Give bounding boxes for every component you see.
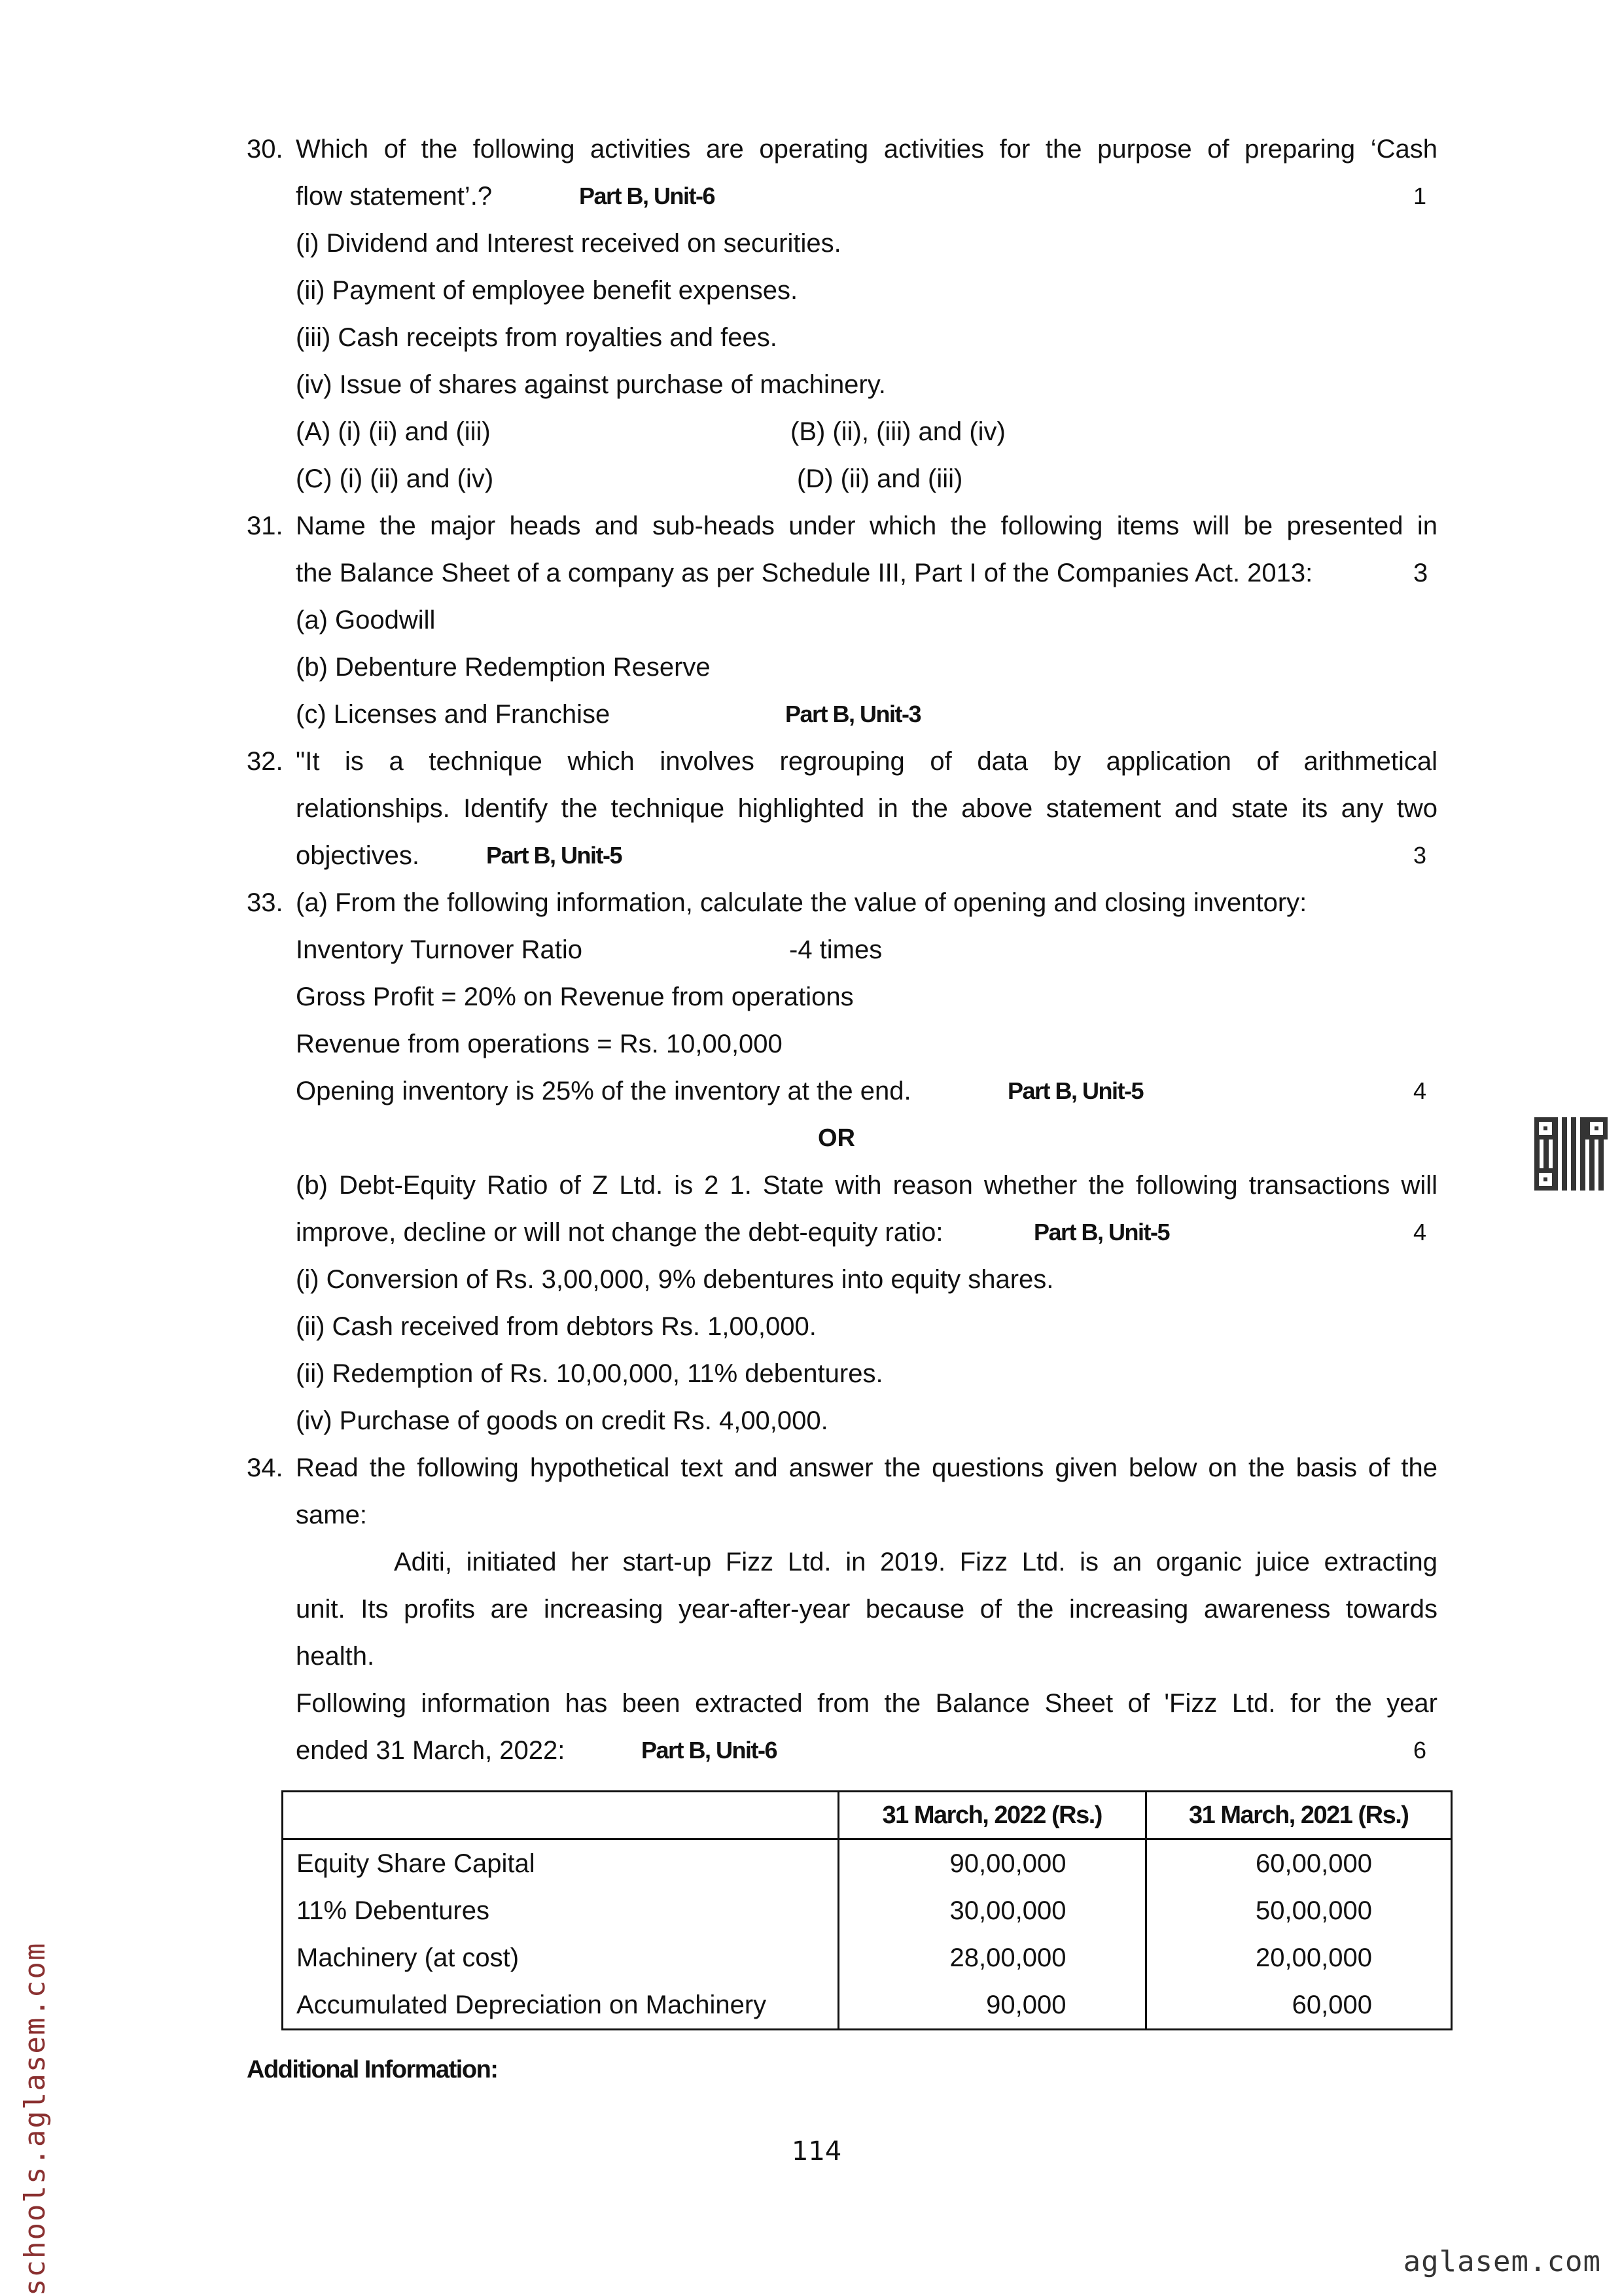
q34-text-line2: same:: [296, 1501, 367, 1529]
q30-option-c: (C) (i) (ii) and (iv): [296, 464, 494, 493]
row-label: Equity Share Capital: [283, 1839, 839, 1888]
q33-item-1: (i) Conversion of Rs. 3,00,000, 9% debentures into equity shares.: [296, 1265, 1054, 1294]
table-header-2021: 31 March, 2021 (Rs.): [1146, 1792, 1452, 1839]
q31-text-line2: the Balance Sheet of a company as per Schedule III, Part I of the Companies Act. 2013:: [296, 559, 1313, 587]
q32-number: 32.: [247, 747, 283, 776]
q33-item-3: (ii) Redemption of Rs. 10,00,000, 11% debentures.: [296, 1359, 883, 1388]
q33-number: 33.: [247, 888, 283, 917]
q30-number: 30.: [247, 135, 283, 164]
q30-item-4: (iv) Issue of shares against purchase of machinery.: [296, 370, 886, 399]
table-row: [283, 1887, 1452, 1934]
q32-text-line3: objectives.: [296, 841, 419, 870]
q32-marks: 3: [1413, 842, 1427, 869]
qr-code: [1534, 1117, 1608, 1191]
row-value-2021: 50,00,000: [1146, 1887, 1452, 1934]
q33-opening: Opening inventory is 25% of the inventory at the end.: [296, 1077, 911, 1105]
table-row: [283, 1839, 1452, 1888]
q30-marks: 1: [1413, 183, 1427, 209]
q30-unit-tag: Part B, Unit-6: [579, 183, 715, 209]
q30-text-line2: flow statement’.?: [296, 182, 493, 211]
q31-unit-tag: Part B, Unit-3: [785, 701, 921, 727]
row-value-2021: 20,00,000: [1146, 1934, 1452, 1981]
q32-text-line1: "It is a technique which involves regrouping of data by application of arithmetical: [296, 747, 1437, 776]
q31-text-line1: Name the major heads and sub-heads under which the following items will be presented in: [296, 512, 1437, 540]
row-value-2022: 28,00,000: [839, 1934, 1146, 1981]
additional-information-heading: Additional Information:: [247, 2056, 498, 2083]
q34-para2-line2: ended 31 March, 2022:: [296, 1736, 565, 1765]
row-value-2021: 60,000: [1146, 1981, 1452, 2030]
q30-option-b: (B) (ii), (iii) and (iv): [790, 417, 1006, 446]
q33-marks-a: 4: [1413, 1077, 1427, 1104]
table-row: [283, 1934, 1452, 1981]
row-value-2022: 30,00,000: [839, 1887, 1146, 1934]
q34-text-line1: Read the following hypothetical text and answer the questions given below on the basis of the: [296, 1453, 1437, 1482]
q34-para1-line1: Aditi, initiated her start-up Fizz Ltd. in 2019. Fizz Ltd. is an organic juice extracting: [394, 1548, 1437, 1576]
side-watermark: schools.aglasem.com: [18, 1941, 52, 2296]
footer-watermark: aglasem.com: [1403, 2245, 1601, 2278]
table-row: [283, 1981, 1452, 2030]
q32-text-line2: relationships. Identify the technique highlighted in the above statement and state its any two: [296, 794, 1437, 823]
q33-gross-profit: Gross Profit = 20% on Revenue from operations: [296, 983, 854, 1011]
q31-number: 31.: [247, 512, 283, 540]
q33-revenue: Revenue from operations = Rs. 10,00,000: [296, 1030, 783, 1058]
table-header-2022: 31 March, 2022 (Rs.): [839, 1792, 1146, 1839]
q30-text-line1: Which of the following activities are operating activities for the purpose of preparing ‘Cash: [296, 135, 1437, 164]
q31-item-a: (a) Goodwill: [296, 606, 436, 635]
q30-option-a: (A) (i) (ii) and (iii): [296, 417, 491, 446]
q30-option-d: (D) (ii) and (iii): [797, 464, 963, 493]
q33-itr-value: -4 times: [789, 935, 883, 964]
row-label: Accumulated Depreciation on Machinery: [283, 1981, 839, 2030]
q32-unit-tag: Part B, Unit-5: [486, 842, 622, 869]
q33-unit-tag-a: Part B, Unit-5: [1008, 1077, 1144, 1104]
q33-marks-b: 4: [1413, 1219, 1427, 1245]
balance-sheet-table: [281, 1790, 1453, 2030]
table-header-row: [283, 1792, 1452, 1839]
q34-para2-line1: Following information has been extracted from the Balance Sheet of 'Fizz Ltd. for the year: [296, 1689, 1437, 1718]
row-value-2022: 90,00,000: [839, 1839, 1146, 1888]
page-number: 114: [792, 2136, 842, 2166]
q33-unit-tag-b: Part B, Unit-5: [1034, 1219, 1170, 1245]
table-header-blank: [283, 1792, 839, 1839]
q34-unit-tag: Part B, Unit-6: [641, 1737, 777, 1764]
q33-part-b-line1: (b) Debt-Equity Ratio of Z Ltd. is 2 1. State with reason whether the following transactions will: [296, 1171, 1437, 1200]
q33-part-b-line2: improve, decline or will not change the debt-equity ratio:: [296, 1218, 943, 1247]
q34-marks: 6: [1413, 1737, 1427, 1764]
row-value-2022: 90,000: [839, 1981, 1146, 2030]
row-label: Machinery (at cost): [283, 1934, 839, 1981]
q30-item-2: (ii) Payment of employee benefit expenses.: [296, 276, 798, 305]
q34-para1-line2: unit. Its profits are increasing year-after-year because of the increasing awareness towards: [296, 1595, 1437, 1624]
q30-item-1: (i) Dividend and Interest received on securities.: [296, 229, 841, 258]
q30-item-3: (iii) Cash receipts from royalties and fees.: [296, 323, 777, 352]
q33-item-4: (iv) Purchase of goods on credit Rs. 4,00,000.: [296, 1406, 828, 1435]
q34-para1-line3: health.: [296, 1642, 375, 1671]
row-label: 11% Debentures: [283, 1887, 839, 1934]
q33-item-2: (ii) Cash received from debtors Rs. 1,00,000.: [296, 1312, 817, 1341]
row-value-2021: 60,00,000: [1146, 1839, 1452, 1888]
q31-marks: 3: [1413, 559, 1428, 587]
q33-part-a: (a) From the following information, calculate the value of opening and closing inventory:: [296, 888, 1307, 917]
q31-item-b: (b) Debenture Redemption Reserve: [296, 653, 711, 682]
q33-itr-label: Inventory Turnover Ratio: [296, 935, 582, 964]
q33-or: OR: [818, 1124, 855, 1152]
q34-number: 34.: [247, 1453, 283, 1482]
q31-item-c: (c) Licenses and Franchise: [296, 700, 610, 729]
